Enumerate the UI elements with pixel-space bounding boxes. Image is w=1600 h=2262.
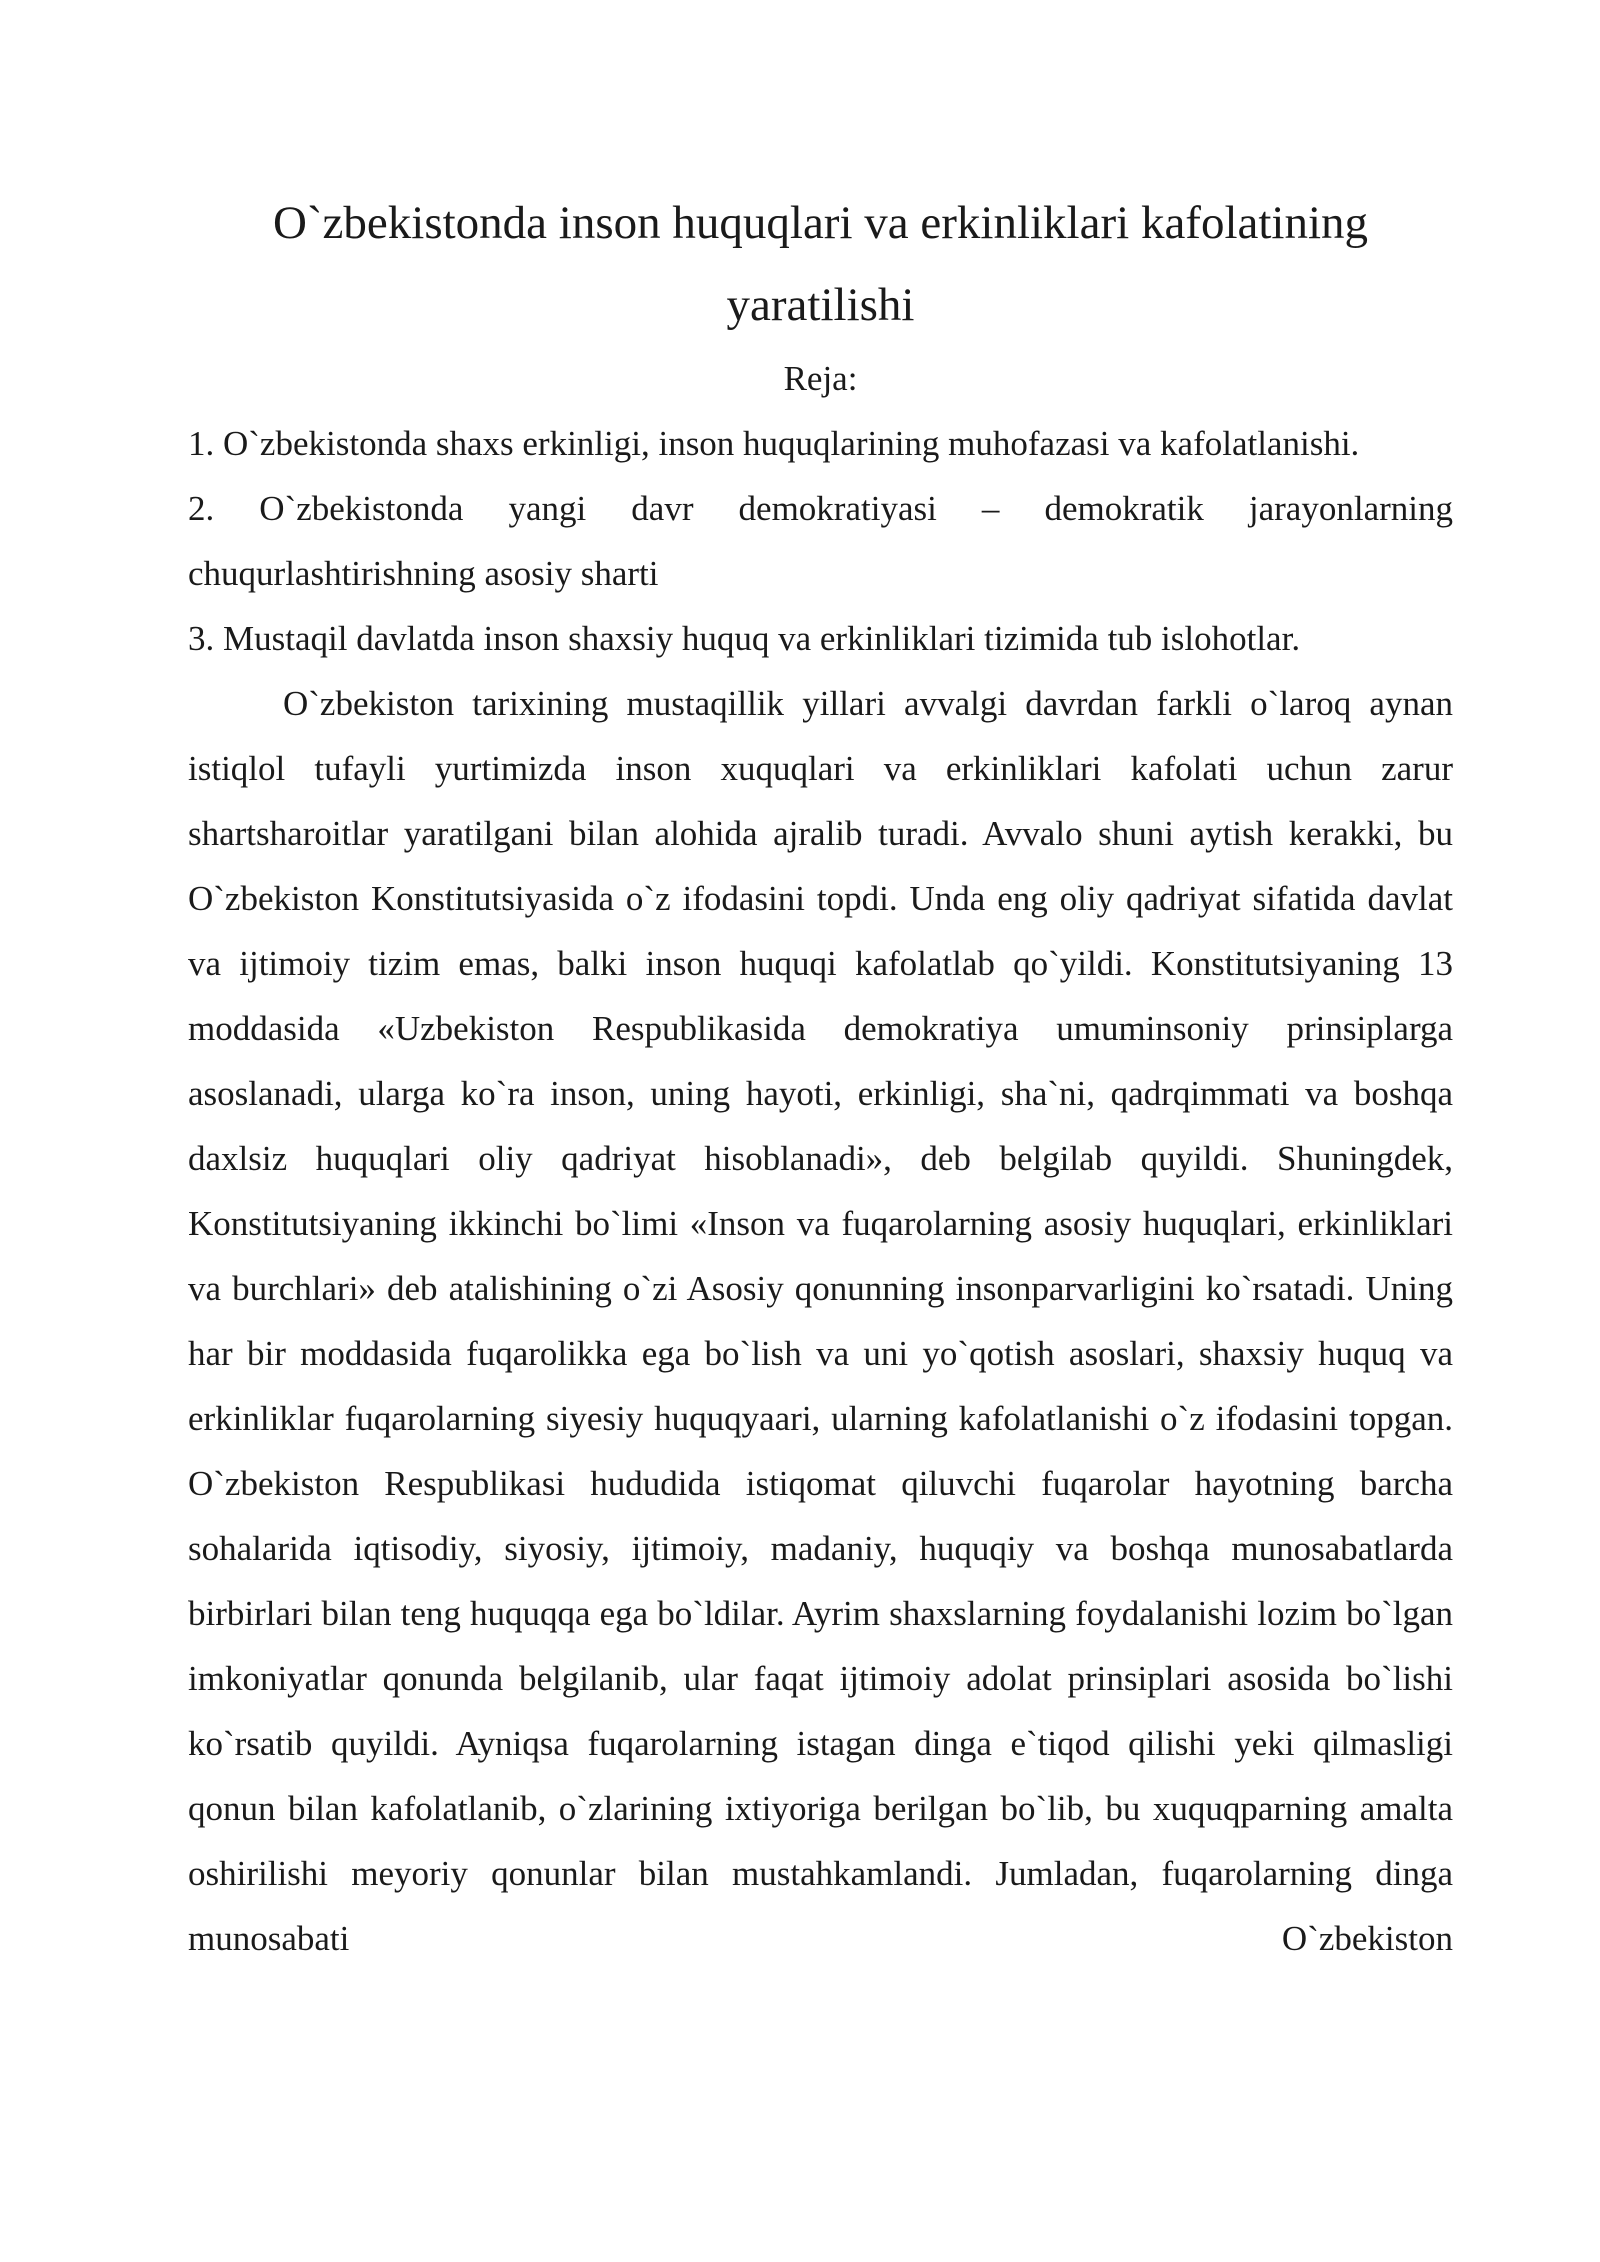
body-paragraph: O`zbekiston tarixining mustaqillik yillari avvalgi davrdan farkli o`laroq aynan istiqlol tufayli yurtimizda inson xuquqlari va erkinliklari kafolati uchun zarur shartsharoitlar yaratilgani bilan alohida ajralib turadi. Avvalo shuni aytish kerakki, bu O`zbekiston Konstitutsiyasida o`z ifodasini topdi. Unda eng oliy qadriyat sifatida davlat va ijtimoiy tizim emas, balki inson huquqi kafolatlab qo`yildi. Konstitutsiyaning 13 moddasida «Uzbekiston Respublikasida demokratiya umuminsoniy prinsiplarga asoslanadi, ularga ko`ra inson, uning hayoti, erkinligi, sha`ni, qadrqimmati va boshqa daxlsiz huquqlari oliy qadriyat hisoblanadi», deb belgilab quyildi. Shuningdek, Konstitutsiyaning ikkinchi bo`limi «Inson va fuqarolarning asosiy huquqlari, erkinliklari va burchlari» deb atalishining o`zi Asosiy qonunning insonparvarligini ko`rsatadi. Uning har bir moddasida fuqarolikka ega bo`lish va uni yo`qotish asoslari, shaxsiy huquq va erkinliklar fuqarolarning siyesiy huquqyaari, ularning kafolatlanishi o`z ifodasini topgan. O`zbekiston Respublikasi hududida istiqomat qiluvchi fuqarolar hayotning barcha sohalarida iqtisodiy, siyosiy, ijtimoiy, madaniy, huquqiy va boshqa munosabatlarda birbirlari bilan teng huquqqa ega bo`ldilar. Ayrim shaxslarning foydalanishi lozim bo`lgan imkoniyatlar qonunda belgilanib, ular faqat ijtimoiy adolat prinsiplari asosida bo`lishi ko`rsatib quyildi. Ayniqsa fuqarolarning istagan dinga e`tiqod qilishi yeki qilmasligi qonun bilan kafolatlanib, o`zlarining ixtiyoriga berilgan bo`lib, bu xuquqparning amalta oshirilishi meyoriy qonunlar bilan mustahkamlandi. Jumladan, fuqarolarning dinga munosabati O`zbekiston: [188, 684, 1453, 1958]
plan-list: [188, 411, 1453, 671]
plan-item-2: 2. O`zbekistonda yangi davr demokratiyasi – demokratik jarayonlarning chuqurlashtirishning asosiy sharti: [188, 489, 1453, 593]
plan-item-3: 3. Mustaqil davlatda inson shaxsiy huquq va erkinliklari tizimida tub islohotlar.: [188, 619, 1301, 658]
document-page: [188, 182, 1453, 1971]
document-title: O`zbekistonda inson huquqlari va erkinliklari kafolatining yaratilishi: [272, 197, 1369, 331]
plan-heading: Reja:: [783, 359, 858, 398]
plan-item-1: 1. O`zbekistonda shaxs erkinligi, inson huquqlarining muhofazasi va kafolatlanishi.: [188, 424, 1360, 463]
